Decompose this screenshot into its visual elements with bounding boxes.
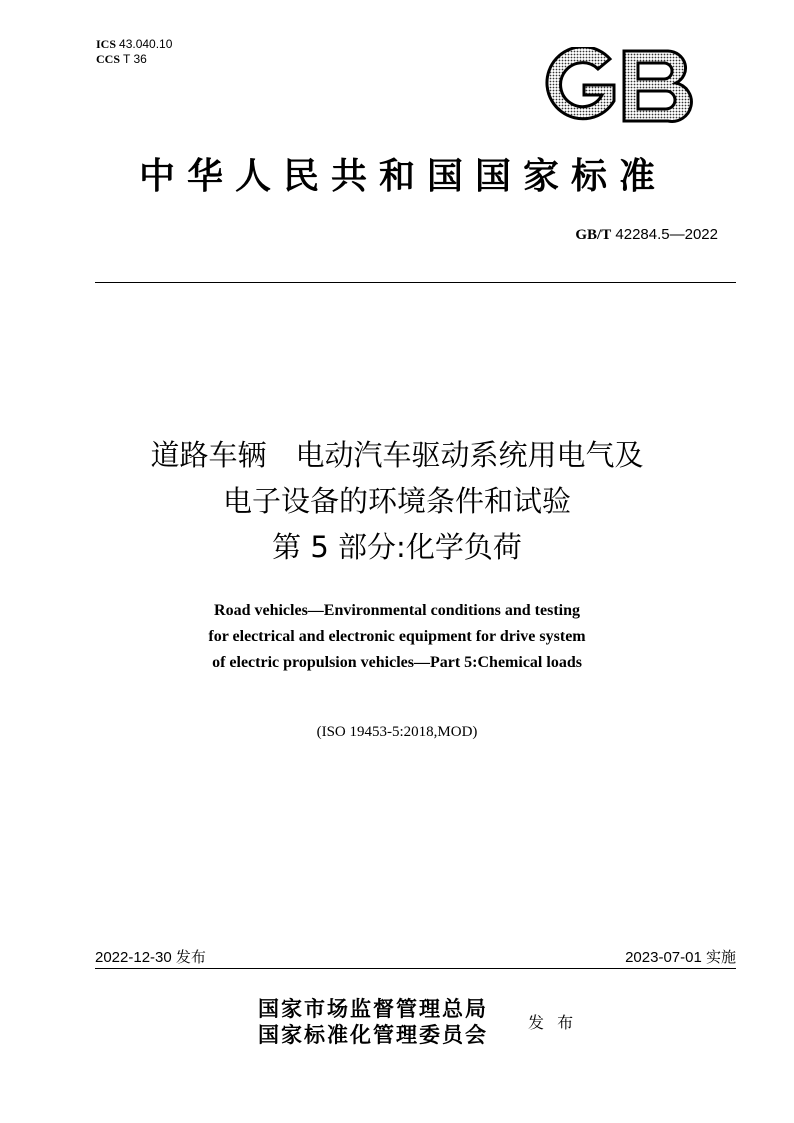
iso-reference: (ISO 19453-5:2018,MOD)	[316, 724, 478, 740]
title-en-line-3: of electric propulsion vehicles—Part 5:Chemical loads	[212, 654, 582, 671]
title-cn-line-2: 电子设备的环境条件和试验	[222, 484, 571, 518]
issuer-sac: 国家标准化管理委员会	[258, 1022, 488, 1047]
classification-codes	[96, 37, 172, 67]
issuing-authorities	[258, 996, 488, 1048]
top-divider	[95, 282, 736, 283]
implement-date: 2023-07-01 实施	[625, 949, 736, 966]
bottom-divider	[95, 968, 736, 969]
issue-word: 发 布	[528, 1013, 578, 1032]
publish-date: 2022-12-30 发布	[95, 949, 206, 966]
gb-logo-icon	[540, 47, 695, 125]
ics-code: ICS 43.040.10	[96, 37, 173, 51]
ccs-code: CCS T 36	[96, 52, 147, 66]
title-cn-line-1: 道路车辆 电动汽车驱动系统用电气及	[150, 438, 644, 472]
national-standard-heading: 中华人民共和国国家标准	[138, 155, 667, 197]
issuer-samr: 国家市场监督管理总局	[258, 996, 488, 1021]
title-en-line-2: for electrical and electronic equipment for drive system	[208, 628, 586, 645]
standard-number: GB/T 42284.5—2022	[575, 226, 718, 243]
title-en-line-1: Road vehicles—Environmental conditions and testing	[214, 602, 580, 619]
title-cn-line-3: 第 5 部分:化学负荷	[272, 530, 522, 564]
